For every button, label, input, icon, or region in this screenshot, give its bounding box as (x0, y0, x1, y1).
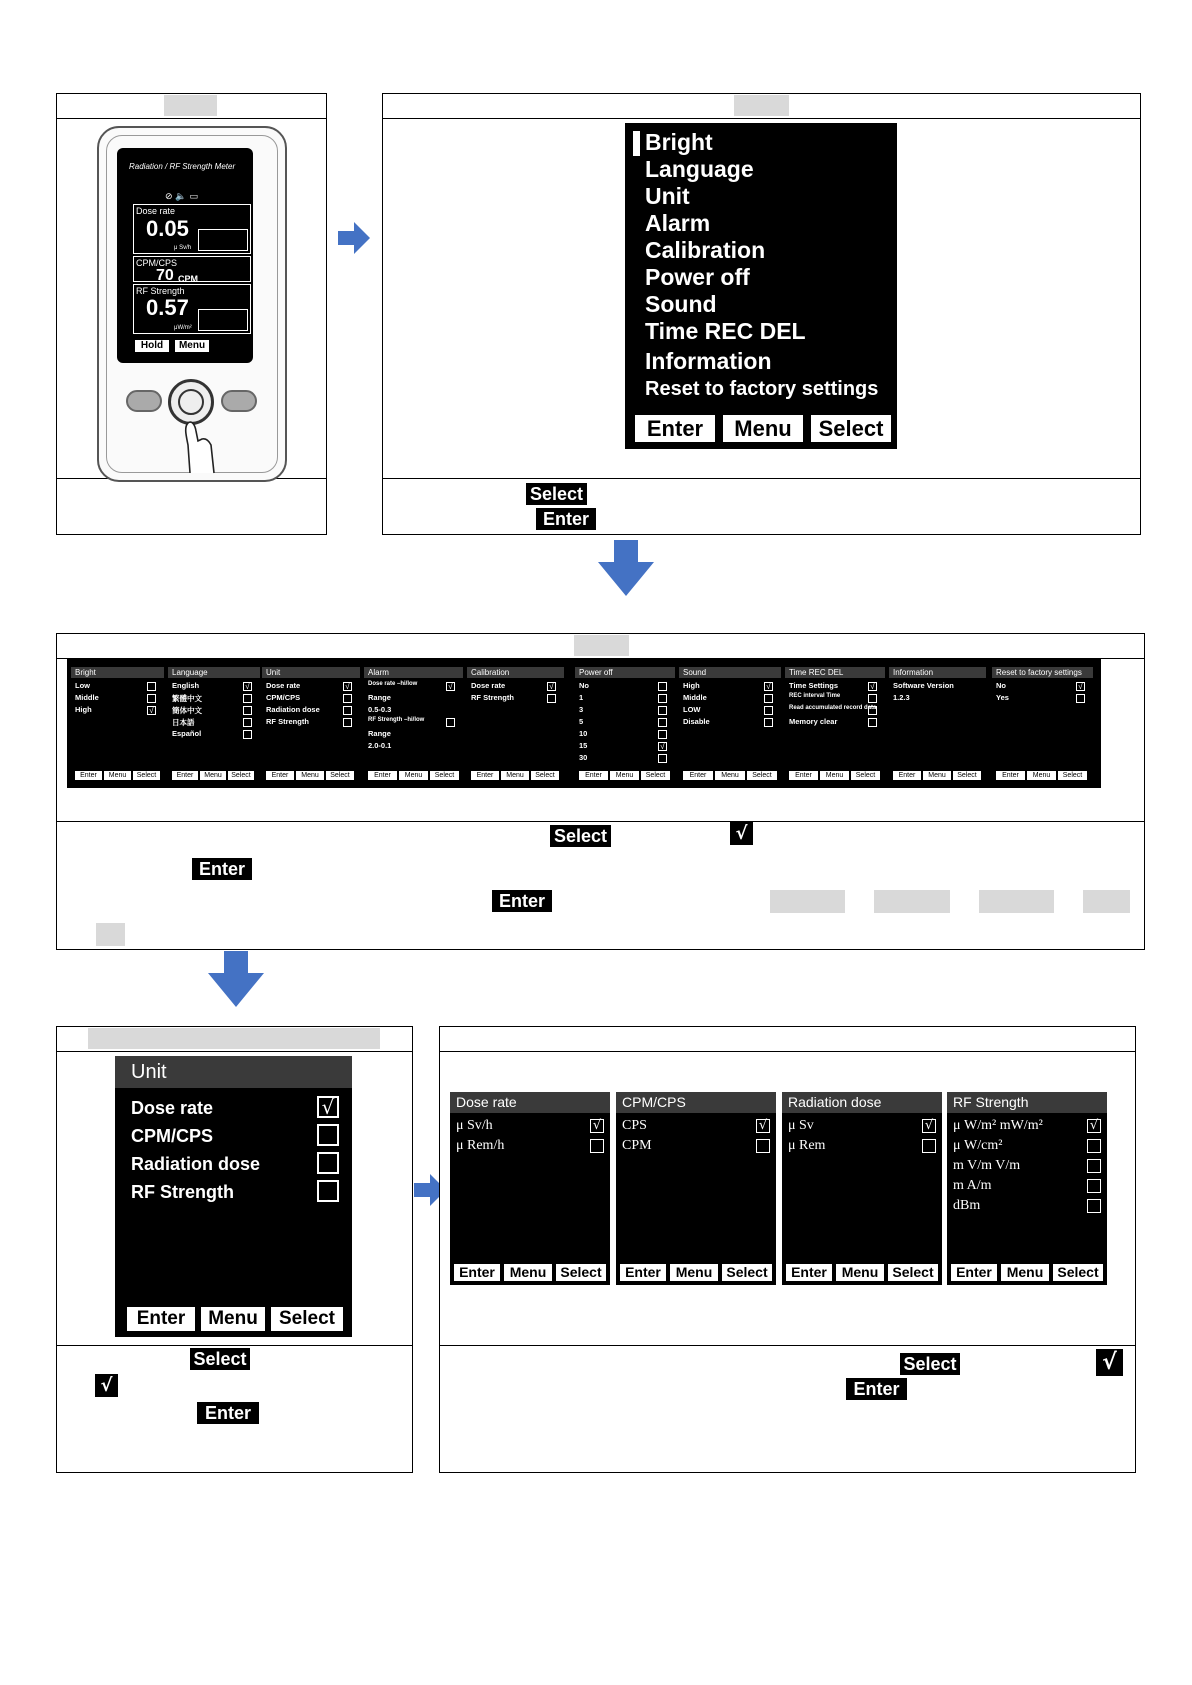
settings-option-checkbox[interactable] (658, 706, 667, 715)
right-hardware-button[interactable] (221, 390, 257, 412)
settings-option-label: Memory clear (789, 717, 838, 726)
inline-enter-label-1: Enter (536, 508, 596, 530)
unit-sub-option-label: μ Rem (788, 1138, 826, 1153)
unit-sub-enter-key[interactable]: Enter (454, 1264, 500, 1281)
unit-sub-panel (450, 1092, 610, 1285)
settings-option-label: LOW (683, 705, 701, 714)
pressing-finger-icon (178, 405, 218, 475)
unit-sub-option-label: μ Rem/h (456, 1138, 505, 1153)
unit-sub-select-key[interactable]: Select (1053, 1264, 1103, 1281)
dose-value: 0.05 (146, 216, 189, 241)
settings-option-label: 3 (579, 705, 584, 714)
settings-option-label: 2.0-0.1 (368, 741, 392, 750)
unit-option-checkbox[interactable] (317, 1152, 339, 1174)
unit-sub-option-checkbox[interactable] (922, 1139, 936, 1153)
unit-sub-menu-key[interactable]: Menu (504, 1264, 552, 1281)
dose-unit: μ Sv/h (174, 245, 192, 251)
menu-item[interactable]: Unit (645, 183, 690, 209)
settings-select-key[interactable]: Select (430, 771, 459, 780)
settings-option-checkbox[interactable]: √ (547, 682, 556, 691)
settings-menu-key[interactable]: Menu (399, 771, 428, 780)
settings-menu-key[interactable]: Menu (715, 771, 745, 780)
settings-option-checkbox[interactable] (547, 694, 556, 703)
unit-option-label: Radiation dose (131, 1154, 261, 1174)
unit-sub-option-label: m V/m V/m (953, 1158, 1021, 1173)
inline-enter-label-3: Enter (492, 890, 552, 912)
unit-sub-option-checkbox[interactable]: √ (590, 1119, 604, 1133)
menu-item[interactable]: Language (645, 156, 754, 182)
settings-panels-strip (67, 659, 1101, 788)
unit-sub-panel-title: RF Strength (947, 1092, 1107, 1113)
settings-option-label: Dose rate (266, 681, 301, 690)
main-menu-box-header-tab (734, 95, 789, 116)
settings-panel-title: Information (889, 667, 986, 678)
settings-menu-key[interactable]: Menu (610, 771, 639, 780)
settings-select-key[interactable]: Select (641, 771, 670, 780)
menu-item[interactable]: Bright (645, 129, 713, 155)
unit-sub-menu-key[interactable]: Menu (1001, 1264, 1049, 1281)
unit-sub-select-key[interactable]: Select (722, 1264, 772, 1281)
unit-option-label: CPM/CPS (131, 1126, 214, 1146)
unit-sub-option-checkbox[interactable] (1087, 1179, 1101, 1193)
unit-sub-option-label: μ W/m² mW/m² (953, 1118, 1043, 1133)
settings-menu-key[interactable]: Menu (296, 771, 324, 780)
settings-option-label: RF Strength –hi/low (368, 717, 425, 723)
settings-option-label: Dose rate (471, 681, 506, 690)
menu-item[interactable]: Reset to factory settings (645, 378, 879, 400)
settings-option-label: Range (368, 729, 391, 738)
settings-option-checkbox[interactable] (243, 718, 252, 727)
inline-check-3: √ (1096, 1349, 1123, 1376)
inline-enter-label-4: Enter (197, 1402, 259, 1424)
unit-sub-panel (947, 1092, 1107, 1285)
settings-menu-key[interactable]: Menu (923, 771, 951, 780)
unit-sub-select-key[interactable]: Select (888, 1264, 938, 1281)
unit-sub-option-checkbox[interactable]: √ (922, 1119, 936, 1133)
right-arrow-1-icon (336, 220, 372, 256)
unit-sub-panel-title: Dose rate (450, 1092, 610, 1113)
settings-panel (168, 667, 260, 780)
highlight-chip-4 (1083, 890, 1130, 913)
settings-panel (679, 667, 781, 780)
unit-option-label: RF Strength (131, 1182, 234, 1202)
inline-select-label-3: Select (190, 1348, 250, 1370)
settings-option-checkbox[interactable] (658, 730, 667, 739)
unit-sub-panel (616, 1092, 776, 1285)
settings-option-checkbox[interactable]: √ (868, 682, 877, 691)
sub-unit-box-footer (440, 1345, 1135, 1473)
settings-panel (785, 667, 885, 780)
rf-unit: μW/m² (174, 325, 192, 331)
unit-sub-option-checkbox[interactable]: √ (756, 1119, 770, 1133)
settings-enter-key[interactable]: Enter (75, 771, 102, 780)
settings-option-label: 簡体中文 (172, 706, 202, 715)
rf-label: RF Strength (136, 286, 185, 296)
settings-menu-key[interactable]: Menu (200, 771, 226, 780)
settings-enter-key[interactable]: Enter (683, 771, 713, 780)
unit-enter-key[interactable]: Enter (127, 1307, 195, 1331)
rf-panel (133, 284, 251, 334)
settings-overview-header (57, 634, 1144, 659)
device-box-header (57, 94, 326, 119)
inline-select-label-1: Select (526, 483, 587, 505)
settings-panel-title: Unit (262, 667, 360, 678)
unit-sub-enter-key[interactable]: Enter (620, 1264, 666, 1281)
highlight-chip-3 (979, 890, 1054, 913)
menu-item[interactable]: Sound (645, 291, 717, 317)
cpm-panel (133, 256, 251, 282)
settings-option-checkbox[interactable] (868, 694, 877, 703)
settings-option-label: English (172, 681, 200, 690)
settings-option-label: 5 (579, 717, 584, 726)
settings-enter-key[interactable]: Enter (893, 771, 921, 780)
settings-option-checkbox[interactable] (1076, 694, 1085, 703)
settings-select-key[interactable]: Select (1058, 771, 1087, 780)
settings-option-label: RF Strength (266, 717, 309, 726)
menu-item[interactable]: Calibration (645, 237, 766, 263)
unit-sub-option-label: CPM (622, 1138, 652, 1153)
main-menu-screen (625, 123, 897, 449)
unit-box-header-tab (88, 1028, 380, 1049)
settings-enter-key[interactable]: Enter (579, 771, 608, 780)
cpm-label: CPM/CPS (136, 258, 178, 268)
settings-option-label: Dose rate –hi/low (368, 681, 418, 687)
settings-option-label: Español (172, 729, 202, 738)
unit-sub-option-label: μ Sv (788, 1118, 814, 1133)
unit-sub-option-checkbox[interactable] (1087, 1139, 1101, 1153)
settings-option-checkbox[interactable] (343, 718, 352, 727)
settings-option-checkbox[interactable] (243, 706, 252, 715)
main-menu-box-footer (383, 478, 1140, 535)
settings-panel-title: Power off (575, 667, 675, 678)
settings-overview-header-tab (574, 635, 629, 656)
settings-option-checkbox[interactable] (147, 682, 156, 691)
unit-sub-option-label: dBm (953, 1198, 981, 1213)
unit-select-key[interactable]: Select (271, 1307, 343, 1331)
settings-panel (467, 667, 564, 780)
meter-screen (117, 148, 253, 363)
settings-select-key[interactable]: Select (228, 771, 254, 780)
dose-graph (198, 229, 248, 251)
settings-panel-title: Language (168, 667, 260, 678)
settings-panel (575, 667, 675, 780)
unit-sub-option-checkbox[interactable]: √ (1087, 1119, 1101, 1133)
settings-panel (889, 667, 986, 780)
menu-item[interactable]: Alarm (645, 210, 711, 236)
inline-enter-label-5: Enter (846, 1378, 907, 1400)
settings-panel (71, 667, 164, 780)
settings-option-label: No (996, 681, 1006, 690)
unit-sub-option-label: μ W/cm² (953, 1138, 1003, 1153)
settings-panel-title: Reset to factory settings (992, 667, 1093, 678)
unit-sub-option-checkbox[interactable] (756, 1139, 770, 1153)
rf-value: 0.57 (146, 295, 189, 320)
unit-sub-option-checkbox[interactable] (1087, 1159, 1101, 1173)
main-menu-box-header (383, 94, 1140, 119)
settings-enter-key[interactable]: Enter (368, 771, 397, 780)
settings-select-key[interactable]: Select (851, 771, 880, 780)
unit-sub-panel (782, 1092, 942, 1285)
settings-option-checkbox[interactable]: √ (658, 742, 667, 751)
cpm-unit: CPM (178, 274, 198, 284)
status-icons: ⊘ 🔈 ▭ (165, 192, 198, 202)
settings-option-checkbox[interactable] (147, 694, 156, 703)
settings-option-checkbox[interactable] (658, 754, 667, 763)
settings-option-checkbox[interactable] (764, 706, 773, 715)
unit-sub-menu-key[interactable]: Menu (836, 1264, 884, 1281)
settings-option-checkbox[interactable] (343, 694, 352, 703)
settings-option-label: High (683, 681, 700, 690)
settings-option-label: Range (368, 693, 391, 702)
highlight-chip-2 (874, 890, 950, 913)
settings-enter-key[interactable]: Enter (789, 771, 818, 780)
unit-screen-title: Unit (115, 1056, 352, 1088)
unit-sub-option-checkbox[interactable] (1087, 1199, 1101, 1213)
highlight-chip-5 (96, 923, 125, 946)
rf-graph (198, 309, 248, 331)
highlight-chip-1 (770, 890, 845, 913)
settings-option-label: No (579, 681, 589, 690)
settings-option-label: High (75, 705, 92, 714)
hold-softkey[interactable]: Hold (135, 340, 169, 352)
settings-option-checkbox[interactable] (446, 718, 455, 727)
settings-option-checkbox[interactable] (764, 718, 773, 727)
unit-option-checkbox[interactable] (317, 1180, 339, 1202)
settings-option-checkbox[interactable] (343, 706, 352, 715)
unit-sub-option-checkbox[interactable] (590, 1139, 604, 1153)
unit-screen (115, 1056, 352, 1337)
unit-sub-enter-key[interactable]: Enter (786, 1264, 832, 1281)
unit-sub-option-label: CPS (622, 1118, 647, 1133)
settings-panel (262, 667, 360, 780)
down-arrow-1-icon (596, 540, 656, 598)
settings-select-key[interactable]: Select (531, 771, 559, 780)
inline-check-2: √ (95, 1374, 118, 1397)
settings-option-checkbox[interactable]: √ (764, 682, 773, 691)
settings-option-label: Radiation dose (266, 705, 320, 714)
settings-option-checkbox[interactable] (868, 718, 877, 727)
settings-option-label: 1.2.3 (893, 693, 910, 702)
settings-menu-key[interactable]: Menu (501, 771, 529, 780)
unit-box-header (57, 1027, 412, 1052)
settings-panel (364, 667, 463, 780)
unit-option-label: Dose rate (131, 1098, 214, 1118)
settings-option-checkbox[interactable] (658, 694, 667, 703)
unit-menu-key[interactable]: Menu (201, 1307, 265, 1331)
settings-option-label: Low (75, 681, 90, 690)
inline-enter-label-2: Enter (192, 858, 252, 880)
settings-option-checkbox[interactable] (764, 694, 773, 703)
settings-option-label: Time Settings (789, 681, 839, 690)
unit-option-checkbox[interactable]: √ (317, 1096, 339, 1118)
sub-unit-box-header (440, 1027, 1135, 1052)
unit-sub-option-label: μ Sv/h (456, 1118, 493, 1133)
settings-panel-title: Alarm (364, 667, 463, 678)
settings-option-label: Software Version (893, 681, 954, 690)
settings-panel-title: Sound (679, 667, 781, 678)
menu-select-key[interactable]: Select (811, 415, 891, 442)
dose-label: Dose rate (136, 206, 176, 216)
settings-select-key[interactable]: Select (953, 771, 981, 780)
unit-sub-panel-title: CPM/CPS (616, 1092, 776, 1113)
dose-panel (133, 204, 251, 254)
menu-item[interactable]: Power off (645, 264, 750, 290)
settings-panel-title: Time REC DEL (785, 667, 885, 678)
menu-cursor (633, 131, 640, 156)
settings-option-label: 繁體中文 (172, 694, 202, 703)
menu-enter-key[interactable]: Enter (635, 415, 715, 442)
settings-panel (992, 667, 1093, 780)
inline-select-label-4: Select (900, 1353, 960, 1375)
settings-option-label: Middle (683, 693, 707, 702)
settings-option-checkbox[interactable]: √ (1076, 682, 1085, 691)
settings-menu-key[interactable]: Menu (104, 771, 131, 780)
meter-title: Radiation / RF Strength Meter (129, 162, 236, 171)
device-box-header-tab (164, 95, 217, 116)
settings-select-key[interactable]: Select (326, 771, 354, 780)
settings-option-label: CPM/CPS (266, 693, 301, 702)
menu-item[interactable]: Information (645, 348, 772, 374)
settings-panel-title: Bright (71, 667, 164, 678)
settings-menu-key[interactable]: Menu (820, 771, 849, 780)
settings-select-key[interactable]: Select (747, 771, 777, 780)
settings-enter-key[interactable]: Enter (996, 771, 1025, 780)
settings-option-label: Middle (75, 693, 99, 702)
settings-option-checkbox[interactable]: √ (147, 706, 156, 715)
menu-item[interactable]: Time REC DEL (645, 318, 806, 344)
settings-option-label: 30 (579, 753, 588, 762)
unit-sub-menu-key[interactable]: Menu (670, 1264, 718, 1281)
settings-option-label: 0.5-0.3 (368, 705, 392, 714)
cpm-value: 70 (156, 267, 174, 284)
left-hardware-button[interactable] (126, 390, 162, 412)
settings-option-label: 日本語 (172, 718, 195, 727)
settings-option-label: Disable (683, 717, 710, 726)
settings-option-checkbox[interactable]: √ (446, 682, 455, 691)
settings-option-checkbox[interactable]: √ (243, 682, 252, 691)
settings-enter-key[interactable]: Enter (266, 771, 294, 780)
settings-enter-key[interactable]: Enter (471, 771, 499, 780)
inline-check-1: √ (730, 822, 753, 845)
settings-option-checkbox[interactable] (658, 682, 667, 691)
settings-option-checkbox[interactable]: √ (343, 682, 352, 691)
inline-select-label-2: Select (550, 825, 611, 847)
settings-menu-key[interactable]: Menu (1027, 771, 1056, 780)
settings-option-label: REC interval Time (789, 693, 841, 699)
unit-sub-enter-key[interactable]: Enter (951, 1264, 997, 1281)
unit-option-checkbox[interactable] (317, 1124, 339, 1146)
settings-option-label: 10 (579, 729, 588, 738)
settings-option-label: RF Strength (471, 693, 514, 702)
settings-option-checkbox[interactable] (868, 706, 877, 715)
settings-panel-title: Calibration (467, 667, 564, 678)
menu-softkey[interactable]: Menu (175, 340, 209, 352)
settings-option-label: 1 (579, 693, 584, 702)
settings-option-checkbox[interactable] (658, 718, 667, 727)
down-arrow-2-icon (206, 951, 266, 1009)
device-box-footer (57, 478, 326, 535)
settings-option-label: Read accumulated record data (789, 705, 877, 711)
unit-sub-option-label: m A/m (953, 1178, 992, 1193)
settings-option-label: 15 (579, 741, 588, 750)
settings-enter-key[interactable]: Enter (172, 771, 198, 780)
settings-option-checkbox[interactable] (243, 694, 252, 703)
settings-option-label: Yes (996, 693, 1009, 702)
unit-sub-select-key[interactable]: Select (556, 1264, 606, 1281)
unit-sub-panel-title: Radiation dose (782, 1092, 942, 1113)
settings-option-checkbox[interactable] (243, 730, 252, 739)
settings-select-key[interactable]: Select (133, 771, 160, 780)
menu-menu-key[interactable]: Menu (723, 415, 803, 442)
